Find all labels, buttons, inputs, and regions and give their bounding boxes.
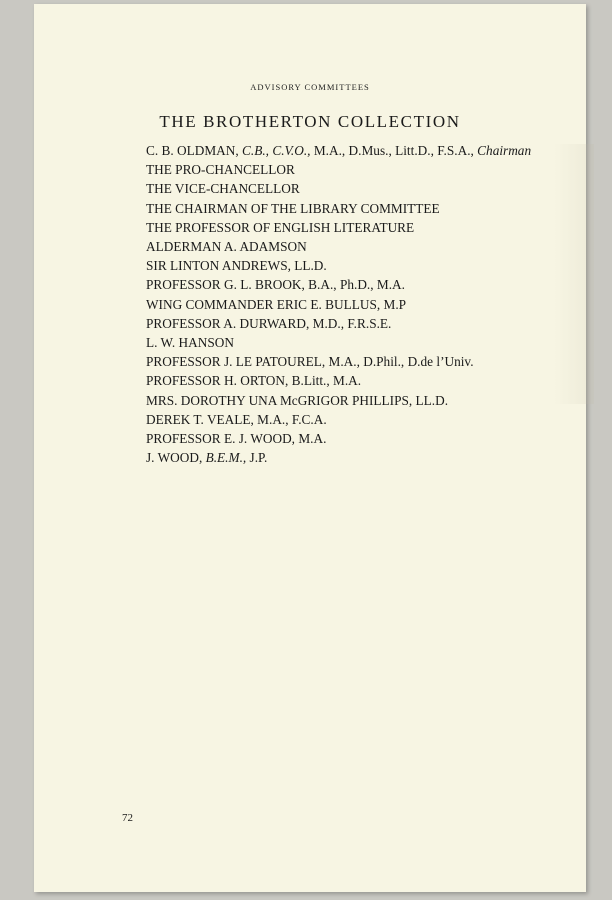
page-number: 72 bbox=[122, 812, 133, 824]
member-name: DEREK T. VEALE, M.A., F.C.A. bbox=[146, 411, 327, 427]
member-degrees: M.A., D.Mus., Litt.D., F.S.A., bbox=[310, 143, 478, 158]
member-name: PROFESSOR A. DURWARD, M.D., F.R.S.E. bbox=[146, 315, 392, 331]
member-name: ALDERMAN A. ADAMSON bbox=[146, 239, 307, 255]
member-name: PROFESSOR H. ORTON, B.Litt., M.A. bbox=[146, 373, 362, 389]
book-page bbox=[34, 4, 586, 892]
member-degrees: J.P. bbox=[246, 450, 268, 466]
member-name: J. WOOD, bbox=[146, 450, 206, 466]
member-entry bbox=[146, 179, 531, 198]
member-entry bbox=[146, 391, 531, 410]
member-entry bbox=[146, 429, 531, 448]
member-entry bbox=[146, 160, 531, 179]
member-role: Chairman bbox=[477, 143, 532, 158]
member-name: SIR LINTON ANDREWS, LL.D. bbox=[146, 258, 327, 274]
member-name: PROFESSOR G. L. BROOK, B.A., Ph.D., M.A. bbox=[146, 277, 405, 293]
member-name: PROFESSOR J. LE PATOUREL, M.A., D.Phil., D.de l’Univ. bbox=[146, 354, 474, 370]
member-honours: B.E.M., bbox=[205, 450, 247, 466]
member-name: THE PRO-CHANCELLOR bbox=[146, 162, 295, 178]
show-through-shadow bbox=[554, 144, 594, 404]
member-name: PROFESSOR E. J. WOOD, M.A. bbox=[146, 431, 327, 447]
section-title: THE BROTHERTON COLLECTION bbox=[159, 112, 461, 131]
member-entry bbox=[146, 256, 531, 275]
committee-member-list bbox=[146, 141, 531, 467]
member-entry bbox=[146, 352, 531, 371]
member-entry bbox=[146, 237, 531, 256]
member-entry bbox=[146, 333, 531, 352]
member-entry bbox=[146, 218, 531, 237]
member-name: C. B. OLDMAN, bbox=[146, 143, 243, 158]
member-entry bbox=[146, 410, 531, 429]
member-entry bbox=[146, 275, 531, 294]
member-entry bbox=[146, 199, 531, 218]
member-name: THE CHAIRMAN OF THE LIBRARY COMMITTEE bbox=[146, 200, 440, 216]
member-name: THE PROFESSOR OF ENGLISH LITERATURE bbox=[146, 219, 415, 235]
member-entry bbox=[146, 141, 531, 160]
member-entry bbox=[146, 295, 531, 314]
member-entry bbox=[146, 371, 531, 390]
member-name: THE VICE-CHANCELLOR bbox=[146, 181, 300, 197]
running-head: ADVISORY COMMITTEES bbox=[250, 82, 370, 92]
member-entry bbox=[146, 314, 531, 333]
member-name: L. W. HANSON bbox=[146, 335, 234, 351]
member-entry bbox=[146, 448, 531, 467]
member-honours: C.B., C.V.O., bbox=[242, 143, 311, 158]
member-name: MRS. DOROTHY UNA McGRIGOR PHILLIPS, LL.D. bbox=[146, 392, 449, 408]
member-name: WING COMMANDER ERIC E. BULLUS, M.P bbox=[146, 296, 407, 312]
